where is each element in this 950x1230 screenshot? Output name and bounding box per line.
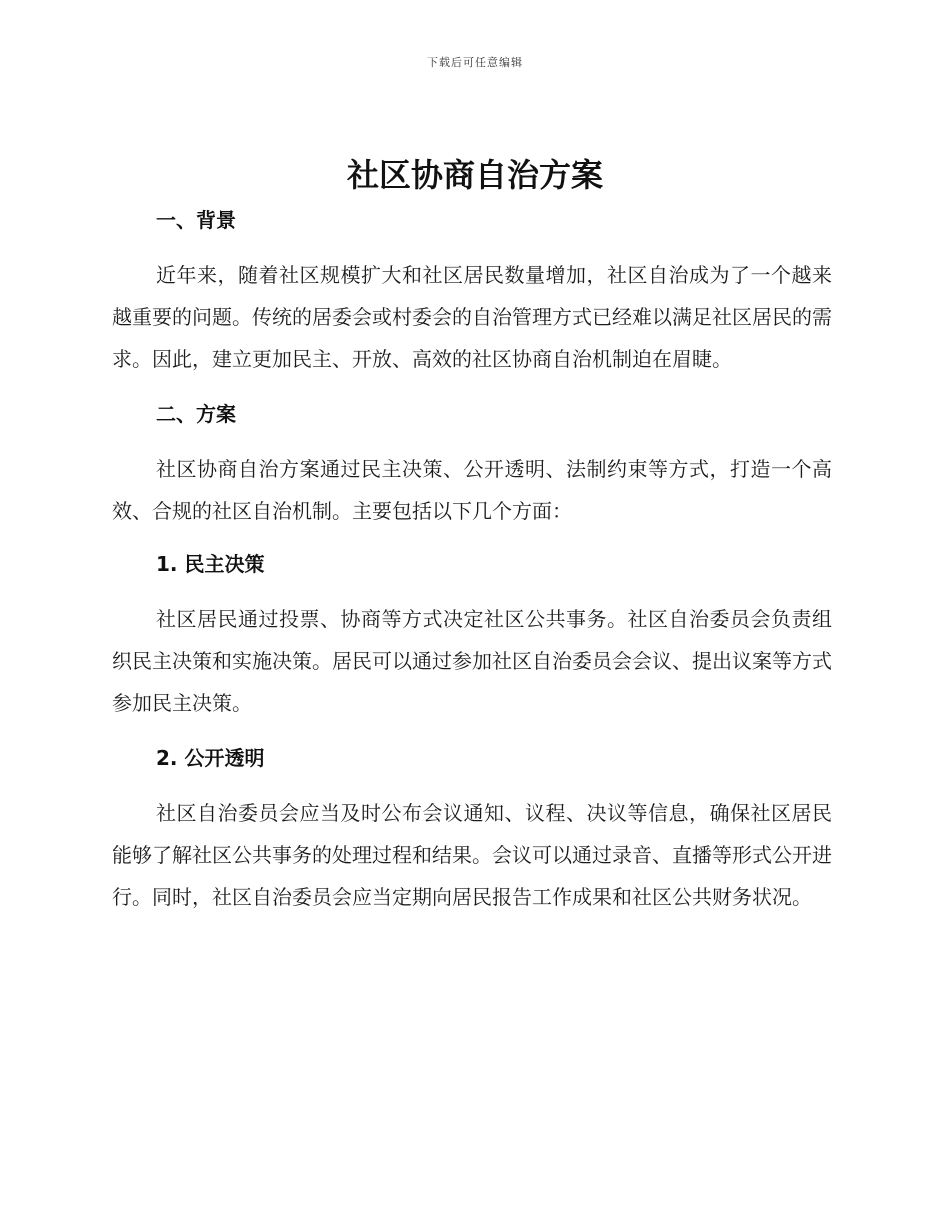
document-body [112, 200, 832, 918]
document-title: 社区协商自治方案 [346, 156, 603, 194]
section-heading-transparency: 2. 公开透明 [156, 746, 265, 770]
section-paragraph-democratic-decision: 社区居民通过投票、协商等方式决定社区公共事务。社区自治委员会负责组织民主决策和实施决策。居民可以通过参加社区自治委员会会议、提出议案等方式参加民主决策。 [112, 607, 832, 715]
section-paragraph-plan: 社区协商自治方案通过民主决策、公开透明、法制约束等方式，打造一个高效、合规的社区自治机制。主要包括以下几个方面： [112, 457, 832, 523]
section-paragraph-background: 近年来，随着社区规模扩大和社区居民数量增加，社区自治成为了一个越来越重要的问题。传统的居委会或村委会的自治管理方式已经难以满足社区居民的需求。因此，建立更加民主、开放、高效的社区协商自治机制迫在眉睫。 [112, 263, 832, 371]
header-note: 下载后可任意编辑 [427, 56, 523, 69]
section-heading-background: 一、背景 [156, 208, 236, 232]
section-paragraph-transparency: 社区自治委员会应当及时公布会议通知、议程、决议等信息，确保社区居民能够了解社区公共事务的处理过程和结果。会议可以通过录音、直播等形式公开进行。同时，社区自治委员会应当定期向居民报告工作成果和社区公共财务状况。 [112, 801, 832, 909]
section-heading-plan: 二、方案 [156, 402, 236, 426]
section-heading-democratic-decision: 1. 民主决策 [156, 552, 265, 576]
